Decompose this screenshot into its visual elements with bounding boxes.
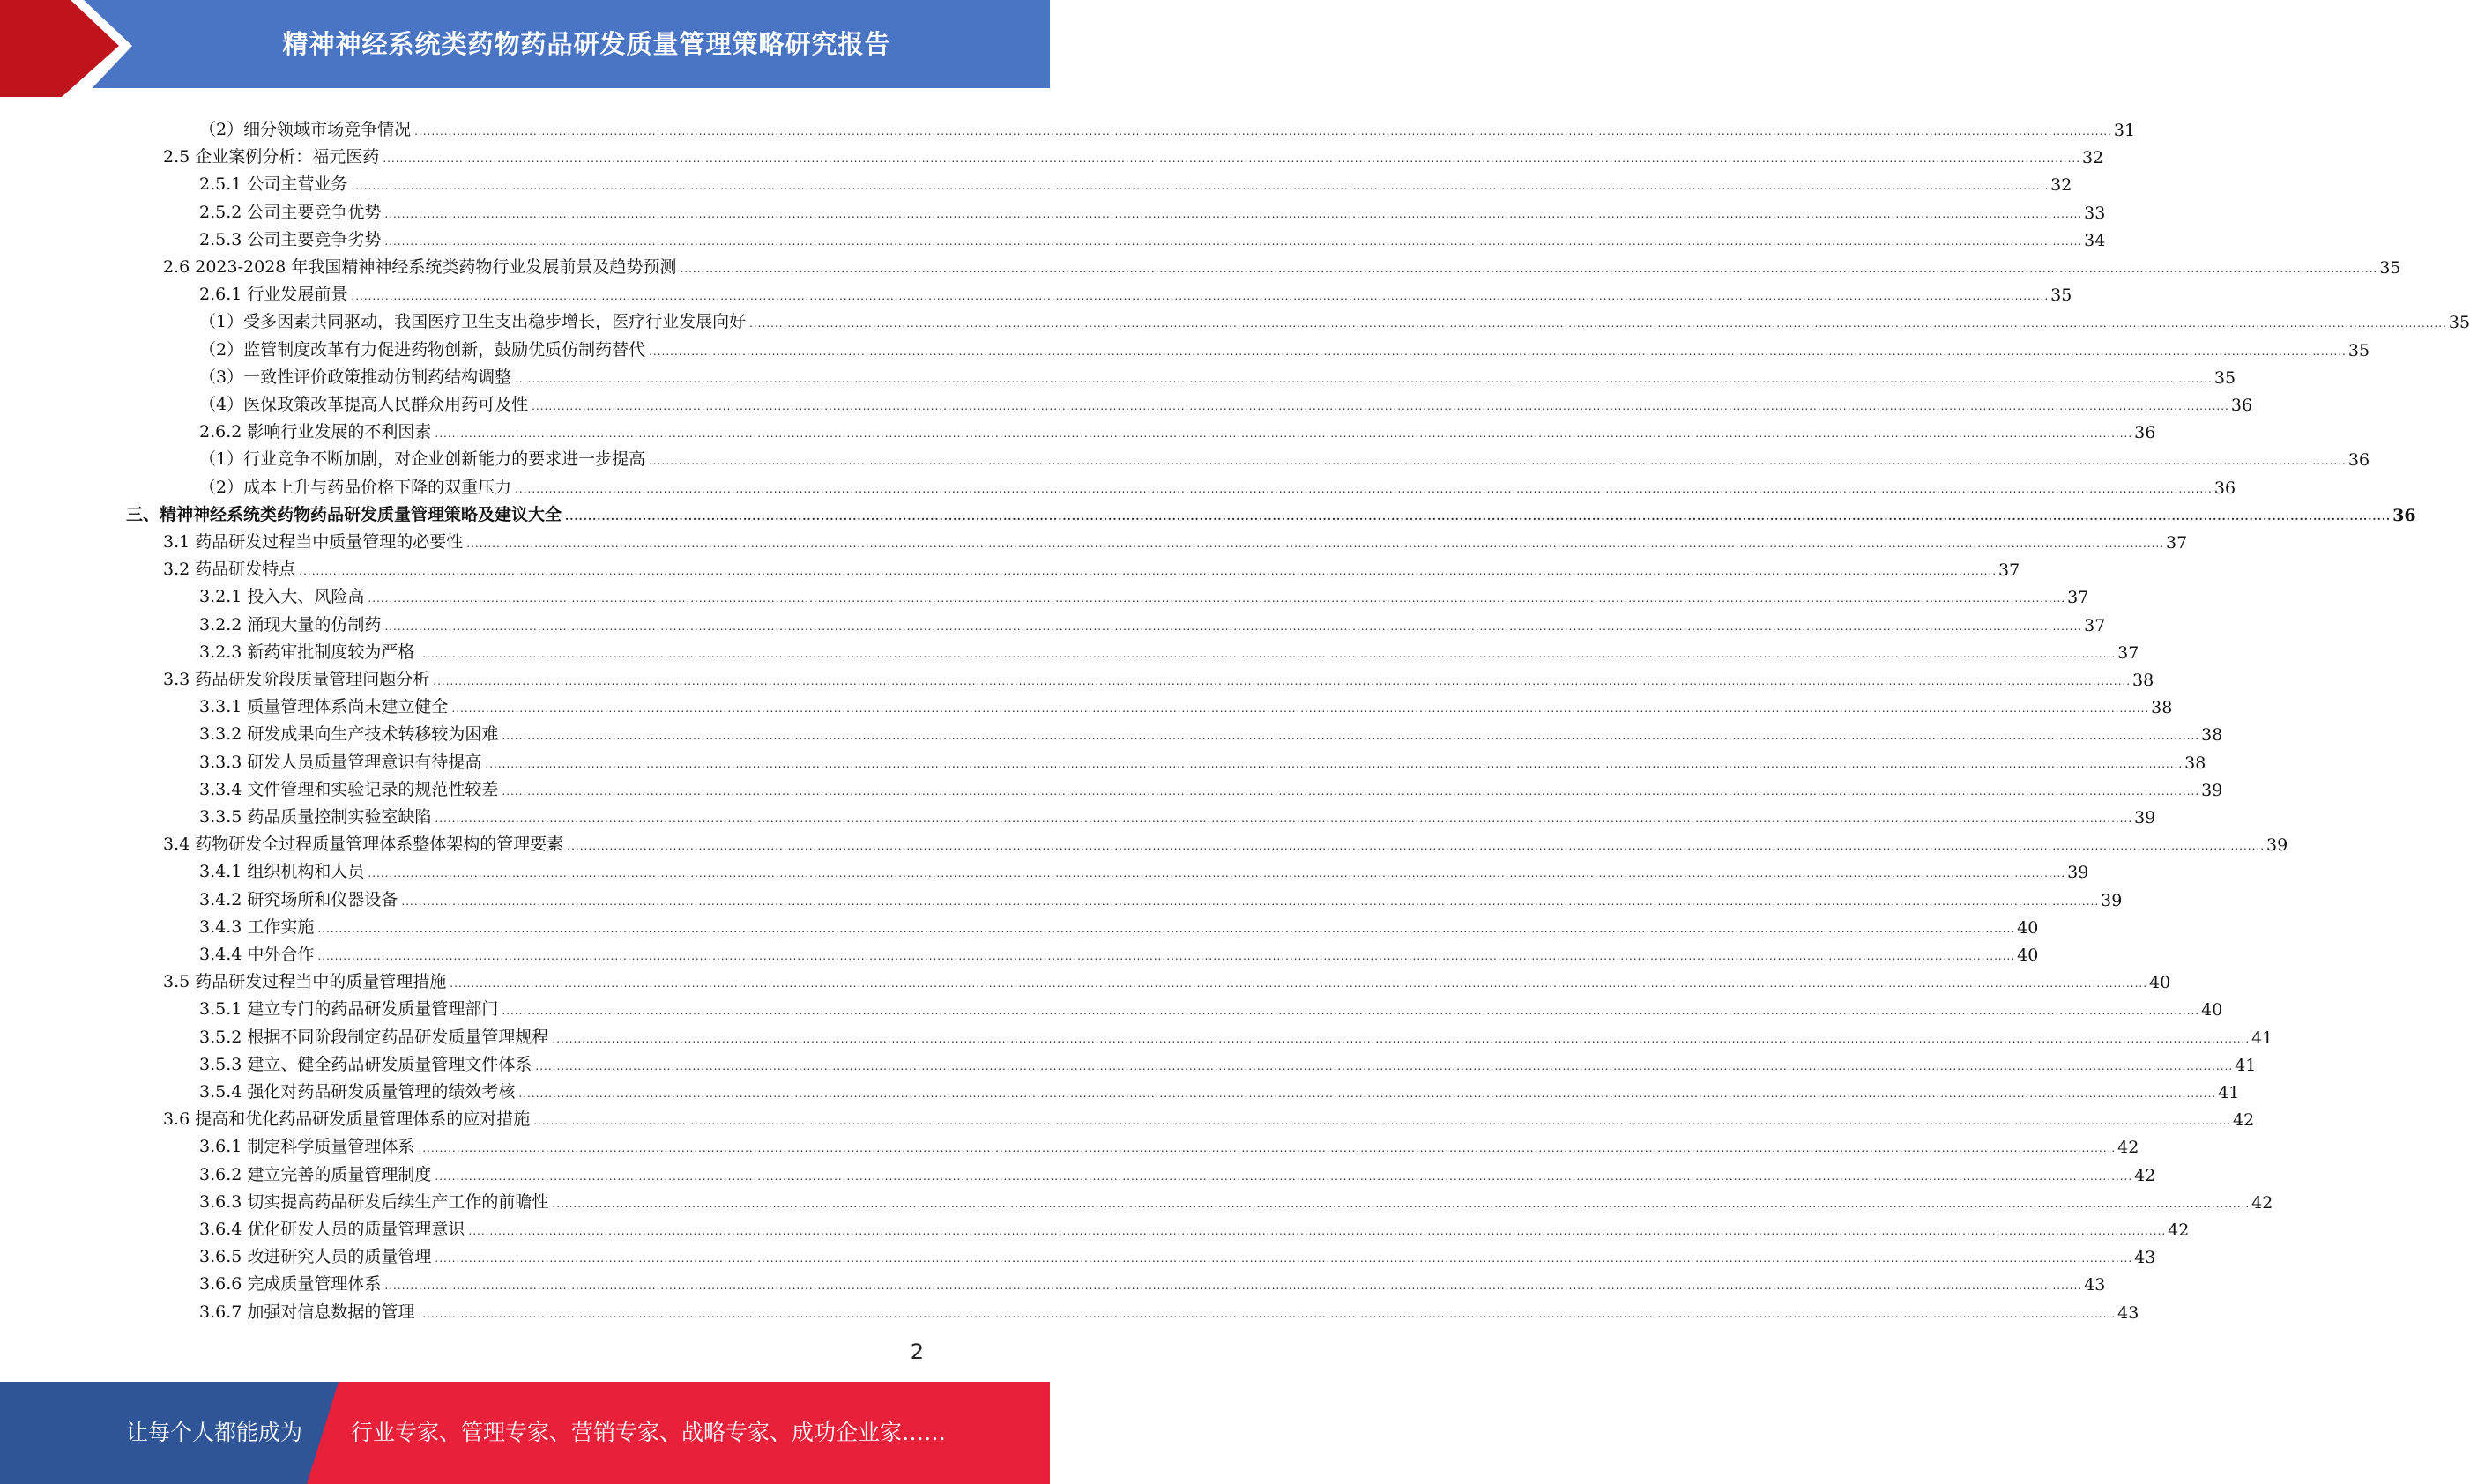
toc-entry-label: 3.6.6 完成质量管理体系: [199, 1274, 382, 1295]
toc-entry-page: 38: [2184, 753, 2206, 773]
toc-entry[interactable]: [199, 1240, 2156, 1268]
toc-entry-page: 35: [2347, 340, 2370, 360]
toc-entry-page: 42: [2117, 1138, 2139, 1158]
toc-entry[interactable]: [199, 1048, 2257, 1075]
toc-leader-dots: ................................................................................................................................................................................................................................................................................................................................................................................................................: [515, 372, 2213, 385]
toc-entry-label: 3.3 药品研发阶段质量管理问题分析: [163, 670, 430, 689]
toc-entry-label: 2.5 企业案例分析：福元医药: [163, 147, 380, 167]
toc-leader-dots: ................................................................................................................................................................................................................................................................................................................................................................................................................: [317, 950, 2016, 962]
toc-entry-page: 37: [1998, 560, 2020, 581]
toc-entry-page: 36: [2347, 450, 2370, 471]
toc-leader-dots: ................................................................................................................................................................................................................................................................................................................................................................................................................: [485, 757, 2184, 770]
toc-entry-page: 35: [2050, 286, 2072, 306]
toc-entry-label: 3.1 药品研发过程当中质量管理的必要性: [163, 532, 464, 552]
toc-entry-page: 42: [2251, 1192, 2273, 1213]
toc-entry-page: 37: [2084, 615, 2106, 635]
toc-leader-dots: ................................................................................................................................................................................................................................................................................................................................................................................................................: [502, 1005, 2200, 1018]
toc-entry-page: 41: [2251, 1028, 2273, 1048]
toc-leader-dots: ................................................................................................................................................................................................................................................................................................................................................................................................................: [351, 180, 2050, 193]
toc-leader-dots: ................................................................................................................................................................................................................................................................................................................................................................................................................: [418, 1142, 2117, 1155]
toc-entry[interactable]: [163, 525, 2188, 553]
toc-entry[interactable]: [126, 498, 2416, 525]
toc-leader-dots: ................................................................................................................................................................................................................................................................................................................................................................................................................: [384, 1280, 2083, 1293]
toc-entry-page: 38: [2201, 725, 2223, 746]
toc-leader-dots: ................................................................................................................................................................................................................................................................................................................................................................................................................: [383, 152, 2081, 166]
toc-entry-page: 43: [2134, 1248, 2156, 1268]
toc-entry[interactable]: [163, 663, 2154, 690]
toc-entry[interactable]: [199, 278, 2072, 306]
toc-entry-page: 41: [2235, 1055, 2257, 1075]
footer-slogan-right: 行业专家、管理专家、营销专家、战略专家、成功企业家……: [351, 1420, 947, 1445]
toc-entry-label: 3.5.4 强化对药品研发质量管理的绩效考核: [199, 1082, 516, 1102]
toc-leader-dots: ................................................................................................................................................................................................................................................................................................................................................................................................................: [435, 1252, 2133, 1265]
toc-entry-page: 31: [2113, 121, 2136, 140]
toc-entry-page: 38: [2132, 671, 2154, 690]
toc-entry-page: 35: [2448, 313, 2470, 333]
toc-entry[interactable]: [199, 223, 2106, 250]
toc-entry-label: 3.6.4 优化研发人员的质量管理意识: [199, 1220, 465, 1239]
toc-leader-dots: ................................................................................................................................................................................................................................................................................................................................................................................................................: [552, 1197, 2251, 1210]
toc-leader-dots: ................................................................................................................................................................................................................................................................................................................................................................................................................: [433, 675, 2131, 687]
toc-entry[interactable]: [199, 196, 2106, 223]
toc-entry-page: 38: [2151, 698, 2173, 718]
toc-entry-page: 43: [2117, 1302, 2139, 1323]
toc-entry-page: 42: [2134, 1165, 2156, 1185]
toc-leader-dots: ................................................................................................................................................................................................................................................................................................................................................................................................................: [649, 345, 2347, 358]
toc-entry-label: （1）行业竞争不断加剧，对企业创新能力的要求进一步提高: [199, 449, 646, 470]
toc-entry-label: 3.4.3 工作实施: [199, 916, 315, 937]
toc-leader-dots: ................................................................................................................................................................................................................................................................................................................................................................................................................: [414, 125, 2112, 137]
toc-entry-label: （2）成本上升与药品价格下降的双重压力: [199, 477, 512, 497]
toc-entry-page: 37: [2166, 533, 2188, 553]
toc-leader-dots: ................................................................................................................................................................................................................................................................................................................................................................................................................: [368, 592, 2066, 605]
toc-entry-label: 2.5.3 公司主要竞争劣势: [199, 229, 382, 249]
toc-leader-dots: ................................................................................................................................................................................................................................................................................................................................................................................................................: [533, 1115, 2232, 1128]
toc-entry[interactable]: [163, 140, 2104, 168]
toc-entry-label: 3.4.2 研究场所和仪器设备: [199, 889, 398, 909]
toc-entry-page: 39: [2067, 863, 2089, 883]
toc-leader-dots: ................................................................................................................................................................................................................................................................................................................................................................................................................: [435, 812, 2133, 825]
toc-leader-dots: ................................................................................................................................................................................................................................................................................................................................................................................................................: [515, 482, 2213, 495]
toc-leader-dots: ................................................................................................................................................................................................................................................................................................................................................................................................................: [418, 1307, 2117, 1320]
toc-entry[interactable]: [199, 415, 2156, 443]
toc-entry-page: 39: [2266, 835, 2288, 856]
toc-leader-dots: ................................................................................................................................................................................................................................................................................................................................................................................................................: [317, 922, 2016, 935]
toc-entry-page: 35: [2379, 258, 2401, 278]
toc-entry-label: 2.5.1 公司主营业务: [199, 174, 348, 195]
toc-entry[interactable]: [199, 1267, 2106, 1295]
toc-leader-dots: ................................................................................................................................................................................................................................................................................................................................................................................................................: [552, 1032, 2251, 1045]
footer-slogan-left: 让每个人都能成为: [126, 1420, 303, 1445]
page-header: [0, 0, 1050, 97]
toc-entry-label: 3.6.5 改进研究人员的质量管理: [199, 1247, 432, 1267]
toc-leader-dots: ................................................................................................................................................................................................................................................................................................................................................................................................................: [299, 565, 1998, 578]
toc-leader-dots: ................................................................................................................................................................................................................................................................................................................................................................................................................: [384, 234, 2083, 248]
toc-entry[interactable]: [199, 1130, 2139, 1158]
toc-entry-page: 43: [2084, 1275, 2106, 1295]
toc-leader-dots: ................................................................................................................................................................................................................................................................................................................................................................................................................: [351, 290, 2050, 303]
toc-entry[interactable]: [199, 855, 2089, 883]
toc-leader-dots: ................................................................................................................................................................................................................................................................................................................................................................................................................: [466, 538, 2165, 550]
toc-entry-page: 37: [2117, 642, 2139, 663]
toc-entry-page: 39: [2134, 808, 2156, 827]
toc-entry-label: 3.6.7 加强对信息数据的管理: [199, 1302, 415, 1322]
toc-leader-dots: ................................................................................................................................................................................................................................................................................................................................................................................................................: [384, 620, 2083, 633]
toc-entry-page: 32: [2050, 175, 2072, 196]
toc-entry[interactable]: [199, 580, 2089, 608]
toc-entry[interactable]: [199, 1213, 2190, 1240]
toc-entry-label: （2）监管制度改革有力促进药物创新，鼓励优质仿制药替代: [199, 339, 646, 360]
toc-entry[interactable]: [199, 388, 2253, 415]
toc-leader-dots: ................................................................................................................................................................................................................................................................................................................................................................................................................: [518, 1087, 2217, 1100]
toc-leader-dots: ................................................................................................................................................................................................................................................................................................................................................................................................................: [749, 317, 2447, 330]
toc-entry[interactable]: [199, 471, 2236, 498]
toc-entry-label: 3.6.1 制定科学质量管理体系: [199, 1137, 415, 1157]
toc-entry[interactable]: [163, 965, 2171, 993]
toc-entry-label: 3.3.1 质量管理体系尚未建立健全: [199, 697, 449, 717]
toc-entry-page: 36: [2213, 478, 2236, 498]
toc-entry[interactable]: [163, 250, 2401, 278]
toc-entry-page: 42: [2233, 1110, 2255, 1131]
toc-entry[interactable]: [199, 1295, 2139, 1323]
toc-entry-label: 3.6.2 建立完善的质量管理制度: [199, 1164, 432, 1184]
toc-entry-label: 3.3.2 研发成果向生产技术转移较为困难: [199, 724, 499, 745]
toc-entry[interactable]: [199, 442, 2370, 471]
toc-entry-page: 36: [2230, 396, 2253, 415]
toc-entry[interactable]: [199, 883, 2123, 910]
report-title: 精神神经系统类药物药品研发质量管理策略研究报告: [282, 29, 891, 59]
toc-entry[interactable]: [199, 746, 2206, 773]
toc-leader-dots: ................................................................................................................................................................................................................................................................................................................................................................................................................: [418, 647, 2117, 660]
toc-entry-label: 3.3.5 药品质量控制实验室缺陷: [199, 807, 432, 827]
toc-entry[interactable]: [199, 305, 2470, 333]
toc-entry-label: 3.3.4 文件管理和实验记录的规范性较差: [199, 779, 499, 799]
toc-entry-label: （1）受多因素共同驱动，我国医疗卫生支出稳步增长，医疗行业发展向好: [199, 312, 747, 332]
toc-entry[interactable]: [199, 113, 2136, 140]
toc-leader-dots: ................................................................................................................................................................................................................................................................................................................................................................................................................: [450, 977, 2148, 991]
toc-entry-page: 36: [2392, 505, 2416, 525]
toc-entry-label: 3.6 提高和优化药品研发质量管理体系的应对措施: [163, 1109, 531, 1130]
toc-entry[interactable]: [199, 992, 2223, 1020]
toc-entry-page: 39: [2101, 890, 2123, 910]
toc-entry-page: 33: [2084, 203, 2106, 223]
toc-entry-label: 3.4.4 中外合作: [199, 945, 315, 964]
toc-entry-label: （3）一致性评价政策推动仿制药结构调整: [199, 367, 512, 387]
toc-leader-dots: ................................................................................................................................................................................................................................................................................................................................................................................................................: [567, 840, 2265, 853]
toc-entry[interactable]: [199, 360, 2236, 388]
toc-entry[interactable]: [199, 635, 2139, 663]
toc-entry-page: 40: [2017, 946, 2039, 965]
toc-leader-dots: ................................................................................................................................................................................................................................................................................................................................................................................................................: [401, 894, 2100, 908]
toc-entry[interactable]: [199, 773, 2223, 800]
toc-entry-page: 32: [2082, 148, 2104, 168]
toc-entry-page: 42: [2168, 1221, 2190, 1240]
toc-leader-dots: ................................................................................................................................................................................................................................................................................................................................................................................................................: [649, 455, 2347, 468]
toc-entry[interactable]: [199, 1158, 2156, 1185]
toc-entry[interactable]: [199, 938, 2039, 965]
toc-entry-page: 40: [2017, 917, 2039, 938]
toc-entry-label: 3.5.3 建立、健全药品研发质量管理文件体系: [199, 1054, 532, 1074]
toc-entry[interactable]: [199, 1075, 2240, 1102]
toc-leader-dots: ................................................................................................................................................................................................................................................................................................................................................................................................................: [502, 784, 2200, 798]
toc-entry[interactable]: [199, 910, 2039, 938]
toc-leader-dots: ................................................................................................................................................................................................................................................................................................................................................................................................................: [435, 1169, 2133, 1183]
toc-entry[interactable]: [163, 553, 2020, 581]
toc-entry[interactable]: [199, 800, 2156, 827]
toc-entry-page: 34: [2084, 230, 2106, 250]
toc-entry-label: 2.5.2 公司主要竞争优势: [199, 202, 382, 222]
toc-leader-dots: ................................................................................................................................................................................................................................................................................................................................................................................................................: [535, 1059, 2234, 1072]
toc-leader-dots: ................................................................................................................................................................................................................................................................................................................................................................................................................: [435, 427, 2133, 441]
toc-entry[interactable]: [199, 690, 2173, 718]
toc-leader-dots: ................................................................................................................................................................................................................................................................................................................................................................................................................: [680, 263, 2378, 275]
toc-entry-label: 3.6.3 切实提高药品研发后续生产工作的前瞻性: [199, 1191, 549, 1212]
toc-entry-label: 三、精神神经系统类药物药品研发质量管理策略及建议大全: [126, 504, 562, 524]
toc-entry-label: 3.2.3 新药审批制度较为严格: [199, 642, 415, 662]
toc-entry[interactable]: [163, 827, 2288, 856]
toc-entry-label: 3.2.1 投入大、风险高: [199, 587, 365, 607]
toc-entry-page: 35: [2213, 367, 2236, 388]
toc-entry[interactable]: [199, 333, 2370, 360]
toc-entry[interactable]: [163, 1102, 2255, 1131]
toc-entry-label: 3.2.2 涌现大量的仿制药: [199, 614, 382, 634]
toc-entry-label: 3.3.3 研发人员质量管理意识有待提高: [199, 752, 482, 772]
toc-entry-label: 2.6.2 影响行业发展的不利因素: [199, 422, 432, 442]
toc-entry-label: （2）细分领域市场竞争情况: [199, 120, 412, 139]
page-number: 2: [910, 1339, 924, 1364]
page-footer: [0, 1382, 1050, 1484]
toc-entry-page: 41: [2218, 1083, 2240, 1102]
toc-entry[interactable]: [199, 1185, 2273, 1213]
toc-entry-label: 2.6.1 行业发展前景: [199, 285, 348, 305]
toc-entry-label: 3.4 药物研发全过程质量管理体系整体架构的管理要素: [163, 835, 564, 855]
toc-leader-dots: ................................................................................................................................................................................................................................................................................................................................................................................................................: [368, 867, 2066, 880]
toc-leader-dots: ................................................................................................................................................................................................................................................................................................................................................................................................................: [565, 509, 2392, 523]
toc-leader-dots: ................................................................................................................................................................................................................................................................................................................................................................................................................: [384, 207, 2083, 220]
toc-entry-page: 40: [2201, 1000, 2223, 1020]
toc-leader-dots: ................................................................................................................................................................................................................................................................................................................................................................................................................: [468, 1225, 2167, 1237]
toc-entry-label: 3.5.1 建立专门的药品研发质量管理部门: [199, 999, 499, 1020]
toc-entry-label: （4）医保政策改革提高人民群众用药可及性: [199, 395, 529, 414]
toc-entry-label: 3.4.1 组织机构和人员: [199, 862, 365, 882]
toc-entry-page: 39: [2201, 780, 2223, 800]
toc-entry-label: 3.2 药品研发特点: [163, 560, 296, 580]
toc-entry[interactable]: [199, 717, 2223, 746]
toc-entry-label: 2.6 2023-2028 年我国精神神经系统类药物行业发展前景及趋势预测: [163, 257, 677, 277]
toc-entry-page: 40: [2149, 973, 2171, 993]
toc-entry-page: 37: [2067, 588, 2089, 608]
toc-entry[interactable]: [199, 1020, 2273, 1048]
toc-leader-dots: ................................................................................................................................................................................................................................................................................................................................................................................................................: [532, 400, 2229, 412]
toc-entry[interactable]: [199, 167, 2072, 196]
toc-leader-dots: ................................................................................................................................................................................................................................................................................................................................................................................................................: [451, 702, 2150, 716]
toc-entry-label: 3.5.2 根据不同阶段制定药品研发质量管理规程: [199, 1027, 549, 1047]
toc-entry-page: 36: [2134, 423, 2156, 443]
toc-leader-dots: ................................................................................................................................................................................................................................................................................................................................................................................................................: [502, 730, 2200, 743]
toc-entry-label: 3.5 药品研发过程当中的质量管理措施: [163, 972, 447, 992]
toc-entry[interactable]: [199, 608, 2106, 635]
